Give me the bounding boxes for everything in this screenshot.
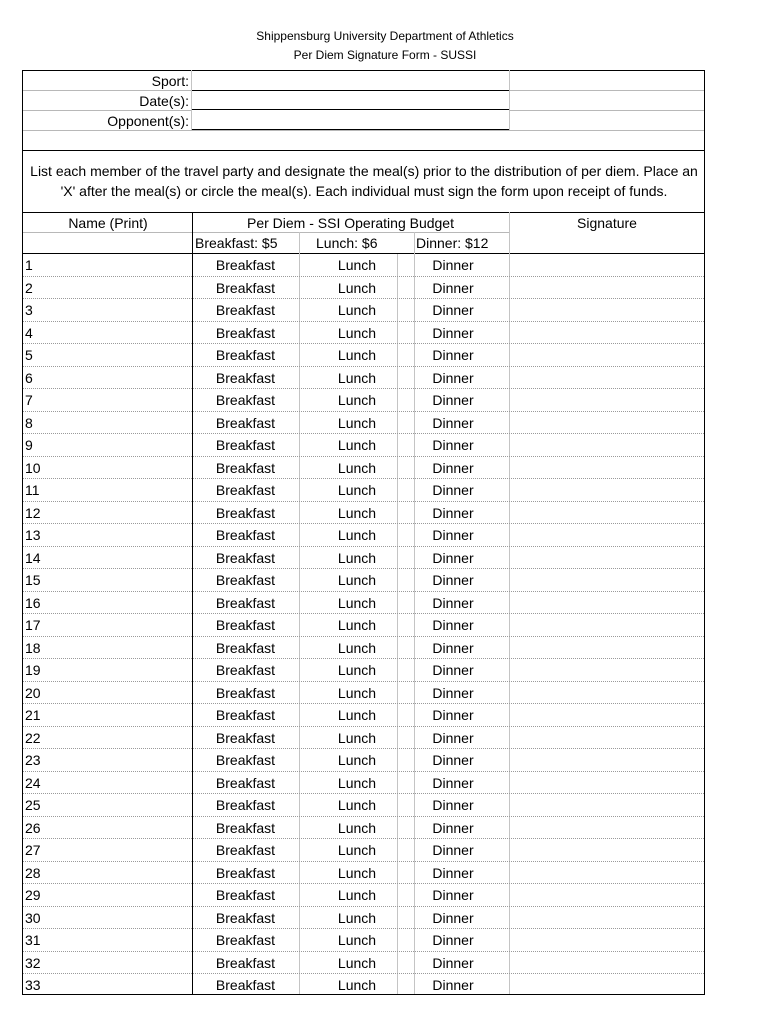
table-row [0, 907, 770, 930]
breakfast-option[interactable]: Breakfast [215, 797, 276, 813]
table-row [0, 412, 770, 435]
breakfast-option[interactable]: Breakfast [215, 527, 276, 543]
dinner-option[interactable]: Dinner [432, 324, 474, 341]
dinner-option[interactable]: Dinner [432, 347, 474, 363]
breakfast-option[interactable]: Breakfast [215, 909, 276, 926]
table-row [0, 862, 770, 885]
lunch-option[interactable]: Lunch [337, 662, 377, 678]
lunch-option[interactable]: Lunch [337, 279, 377, 296]
dinner-option[interactable]: Dinner [432, 864, 474, 881]
row-number: 29 [25, 887, 41, 903]
breakfast-option[interactable]: Breakfast [215, 347, 276, 363]
row-number: 13 [25, 527, 41, 543]
traveler-rows [0, 254, 770, 997]
row-number: 23 [25, 752, 41, 768]
lunch-option[interactable]: Lunch [337, 482, 377, 498]
dinner-option[interactable]: Dinner [432, 302, 474, 318]
row-divider [23, 130, 704, 131]
table-row [0, 749, 770, 772]
dinner-option[interactable]: Dinner [432, 752, 474, 768]
dinner-option[interactable]: Dinner [432, 932, 474, 948]
lunch-option[interactable]: Lunch [337, 819, 377, 836]
row-divider [23, 110, 191, 111]
table-row [0, 502, 770, 525]
breakfast-option[interactable]: Breakfast [215, 864, 276, 881]
row-number: 28 [25, 864, 41, 881]
breakfast-option[interactable]: Breakfast [215, 594, 276, 611]
dates-label: Date(s): [139, 93, 189, 109]
row-number: 12 [25, 504, 41, 521]
dinner-option[interactable]: Dinner [432, 459, 474, 476]
table-row [0, 592, 770, 615]
breakfast-rate: Breakfast: $5 [195, 235, 278, 251]
instructions-text: List each member of the travel party and designate the meal(s) prior to the distribution of per diem. Place an 'X' after the meal(s) or circle the meal(s). Each individual must sign the form upon receipt of funds. [30, 163, 698, 199]
lunch-option[interactable]: Lunch [337, 617, 377, 633]
lunch-option[interactable]: Lunch [337, 684, 377, 701]
lunch-option[interactable]: Lunch [337, 392, 377, 408]
table-row [0, 277, 770, 300]
table-row [0, 659, 770, 682]
form-subtitle: Per Diem Signature Form - SUSSI [293, 48, 477, 62]
row-number: 19 [25, 662, 41, 678]
breakfast-option[interactable]: Breakfast [215, 729, 276, 746]
breakfast-option[interactable]: Breakfast [215, 392, 276, 408]
lunch-option[interactable]: Lunch [337, 324, 377, 341]
row-number: 6 [25, 369, 33, 386]
row-divider [23, 90, 191, 91]
table-row [0, 299, 770, 322]
dinner-option[interactable]: Dinner [432, 707, 474, 723]
table-row [0, 772, 770, 795]
lunch-option[interactable]: Lunch [337, 504, 377, 521]
row-number: 3 [25, 302, 33, 318]
table-row [0, 929, 770, 952]
table-row [0, 637, 770, 660]
lunch-option[interactable]: Lunch [337, 572, 377, 588]
row-number: 27 [25, 842, 41, 858]
row-number: 33 [25, 977, 41, 993]
row-divider [509, 110, 704, 111]
row-number: 31 [25, 932, 41, 948]
lunch-option[interactable]: Lunch [337, 932, 377, 948]
breakfast-option[interactable]: Breakfast [215, 459, 276, 476]
row-number: 15 [25, 572, 41, 588]
row-number: 1 [25, 257, 33, 273]
lunch-option[interactable]: Lunch [337, 909, 377, 926]
row-number: 8 [25, 414, 33, 431]
lunch-option[interactable]: Lunch [337, 954, 377, 971]
breakfast-option[interactable]: Breakfast [215, 302, 276, 318]
row-number: 10 [25, 459, 41, 476]
table-row [0, 322, 770, 345]
table-row [0, 974, 770, 997]
row-number: 2 [25, 279, 33, 296]
row-number: 25 [25, 797, 41, 813]
name-column-header: Name (Print) [68, 215, 148, 231]
table-row [0, 547, 770, 570]
lunch-option[interactable]: Lunch [337, 774, 377, 791]
table-row [0, 457, 770, 480]
dinner-option[interactable]: Dinner [432, 662, 474, 678]
lunch-option[interactable]: Lunch [337, 347, 377, 363]
dinner-option[interactable]: Dinner [432, 774, 474, 791]
dinner-option[interactable]: Dinner [432, 639, 474, 656]
lunch-option[interactable]: Lunch [337, 414, 377, 431]
breakfast-option[interactable]: Breakfast [215, 932, 276, 948]
row-number: 7 [25, 392, 33, 408]
dinner-option[interactable]: Dinner [432, 414, 474, 431]
table-row [0, 389, 770, 412]
dates-field[interactable] [192, 109, 509, 110]
dinner-option[interactable]: Dinner [432, 504, 474, 521]
dinner-option[interactable]: Dinner [432, 279, 474, 296]
table-row [0, 367, 770, 390]
row-number: 18 [25, 639, 41, 656]
table-row [0, 839, 770, 862]
dinner-option[interactable]: Dinner [432, 257, 474, 273]
row-number: 4 [25, 324, 33, 341]
dinner-option[interactable]: Dinner [432, 549, 474, 566]
lunch-option[interactable]: Lunch [337, 302, 377, 318]
dinner-option[interactable]: Dinner [432, 437, 474, 453]
breakfast-option[interactable]: Breakfast [215, 324, 276, 341]
breakfast-option[interactable]: Breakfast [215, 279, 276, 296]
sport-field[interactable] [192, 90, 509, 91]
lunch-option[interactable]: Lunch [337, 729, 377, 746]
breakfast-option[interactable]: Breakfast [215, 707, 276, 723]
breakfast-option[interactable]: Breakfast [215, 639, 276, 656]
field-divider [509, 70, 510, 130]
dinner-option[interactable]: Dinner [432, 482, 474, 498]
table-row [0, 254, 770, 277]
dinner-option[interactable]: Dinner [432, 819, 474, 836]
row-number: 20 [25, 684, 41, 701]
breakfast-option[interactable]: Breakfast [215, 774, 276, 791]
dinner-option[interactable]: Dinner [432, 977, 474, 993]
dinner-option[interactable]: Dinner [432, 369, 474, 386]
section-divider [23, 150, 704, 151]
sport-label: Sport: [151, 73, 189, 89]
dinner-option[interactable]: Dinner [432, 684, 474, 701]
budget-column-header: Per Diem - SSI Operating Budget [247, 215, 454, 231]
dinner-option[interactable]: Dinner [432, 392, 474, 408]
row-number: 22 [25, 729, 41, 746]
breakfast-option[interactable]: Breakfast [215, 257, 276, 273]
breakfast-option[interactable]: Breakfast [215, 684, 276, 701]
table-row [0, 952, 770, 975]
field-divider [191, 70, 192, 130]
row-divider [509, 90, 704, 91]
dinner-option[interactable]: Dinner [432, 842, 474, 858]
lunch-option[interactable]: Lunch [337, 752, 377, 768]
dinner-option[interactable]: Dinner [432, 572, 474, 588]
breakfast-option[interactable]: Breakfast [215, 504, 276, 521]
row-number: 26 [25, 819, 41, 836]
opponents-label: Opponent(s): [107, 113, 189, 129]
row-number: 30 [25, 909, 41, 926]
dinner-option[interactable]: Dinner [432, 797, 474, 813]
breakfast-option[interactable]: Breakfast [215, 572, 276, 588]
table-row [0, 727, 770, 750]
dinner-option[interactable]: Dinner [432, 617, 474, 633]
breakfast-option[interactable]: Breakfast [215, 549, 276, 566]
row-number: 17 [25, 617, 41, 633]
table-row [0, 817, 770, 840]
breakfast-option[interactable]: Breakfast [215, 482, 276, 498]
breakfast-option[interactable]: Breakfast [215, 887, 276, 903]
lunch-option[interactable]: Lunch [337, 594, 377, 611]
table-row [0, 794, 770, 817]
row-number: 5 [25, 347, 33, 363]
row-number: 14 [25, 549, 41, 566]
table-row [0, 479, 770, 502]
lunch-rate: Lunch: $6 [316, 235, 378, 251]
row-number: 24 [25, 774, 41, 791]
lunch-option[interactable]: Lunch [337, 369, 377, 386]
lunch-option[interactable]: Lunch [337, 459, 377, 476]
breakfast-option[interactable]: Breakfast [215, 414, 276, 431]
row-number: 11 [25, 482, 40, 498]
breakfast-option[interactable]: Breakfast [215, 617, 276, 633]
table-row [0, 704, 770, 727]
table-row [0, 614, 770, 637]
breakfast-option[interactable]: Breakfast [215, 662, 276, 678]
breakfast-option[interactable]: Breakfast [215, 977, 276, 993]
row-number: 32 [25, 954, 41, 971]
table-row [0, 344, 770, 367]
dinner-option[interactable]: Dinner [432, 594, 474, 611]
table-row [0, 434, 770, 457]
dinner-option[interactable]: Dinner [432, 909, 474, 926]
table-row [0, 884, 770, 907]
table-row [0, 682, 770, 705]
breakfast-option[interactable]: Breakfast [215, 819, 276, 836]
lunch-option[interactable]: Lunch [337, 549, 377, 566]
lunch-option[interactable]: Lunch [337, 437, 377, 453]
lunch-option[interactable]: Lunch [337, 977, 377, 993]
lunch-option[interactable]: Lunch [337, 527, 377, 543]
dinner-option[interactable]: Dinner [432, 527, 474, 543]
dinner-option[interactable]: Dinner [432, 954, 474, 971]
lunch-option[interactable]: Lunch [337, 639, 377, 656]
lunch-option[interactable]: Lunch [337, 707, 377, 723]
breakfast-option[interactable]: Breakfast [215, 369, 276, 386]
dinner-rate: Dinner: $12 [416, 235, 489, 251]
breakfast-option[interactable]: Breakfast [215, 842, 276, 858]
row-number: 21 [25, 707, 41, 723]
lunch-option[interactable]: Lunch [337, 887, 377, 903]
row-number: 9 [25, 437, 33, 453]
dinner-option[interactable]: Dinner [432, 887, 474, 903]
form-title: Shippensburg University Department of Athletics [256, 29, 514, 43]
lunch-option[interactable]: Lunch [337, 797, 377, 813]
table-row [0, 569, 770, 592]
breakfast-option[interactable]: Breakfast [215, 752, 276, 768]
table-row [0, 524, 770, 547]
lunch-option[interactable]: Lunch [337, 842, 377, 858]
row-number: 16 [25, 594, 41, 611]
lunch-option[interactable]: Lunch [337, 257, 377, 273]
dinner-option[interactable]: Dinner [432, 729, 474, 746]
signature-column-header: Signature [577, 215, 637, 231]
lunch-option[interactable]: Lunch [337, 864, 377, 881]
breakfast-option[interactable]: Breakfast [215, 437, 276, 453]
breakfast-option[interactable]: Breakfast [215, 954, 276, 971]
